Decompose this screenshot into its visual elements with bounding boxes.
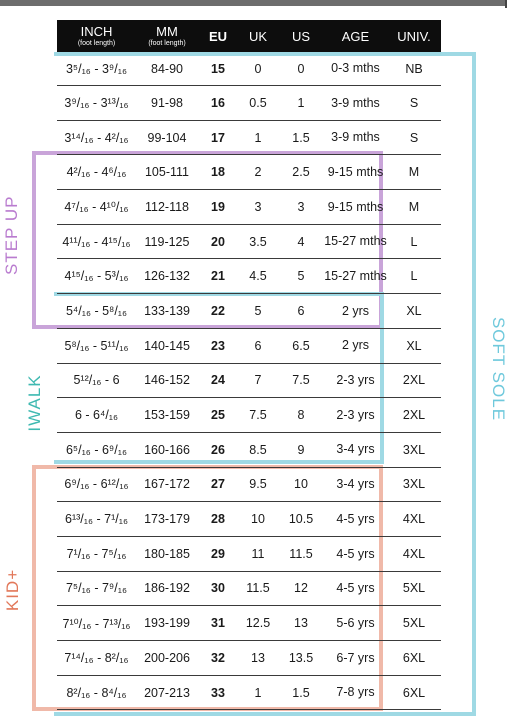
cell-univ: XL <box>387 328 441 363</box>
cell-univ: M <box>387 190 441 225</box>
cell-uk: 10 <box>238 502 278 537</box>
cell-uk: 1 <box>238 120 278 155</box>
cell-eu: 19 <box>198 190 238 225</box>
cell-uk: 8.5 <box>238 432 278 467</box>
cell-eu: 24 <box>198 363 238 398</box>
cell-univ: S <box>387 120 441 155</box>
cell-us: 5 <box>278 259 324 294</box>
cell-uk: 11 <box>238 536 278 571</box>
cell-mm: 119-125 <box>136 224 198 259</box>
cell-age: 6-7 yrs <box>324 641 387 676</box>
cell-uk: 3 <box>238 190 278 225</box>
cell-eu: 26 <box>198 432 238 467</box>
cell-us: 1.5 <box>278 675 324 710</box>
cell-us: 3 <box>278 190 324 225</box>
cell-eu: 28 <box>198 502 238 537</box>
cell-inch: 4¹⁵/₁₆ - 5³/₁₆ <box>57 259 136 294</box>
cell-us: 13.5 <box>278 641 324 676</box>
cell-mm: 99-104 <box>136 120 198 155</box>
cell-univ: 2XL <box>387 363 441 398</box>
cell-uk: 0.5 <box>238 86 278 121</box>
table-row <box>57 571 441 606</box>
cell-age: 3-4 yrs <box>324 432 387 467</box>
cell-mm: 84-90 <box>136 52 198 86</box>
cell-inch: 7⁵/₁₆ - 7⁹/₁₆ <box>57 571 136 606</box>
cell-mm: 112-118 <box>136 190 198 225</box>
cell-univ: M <box>387 155 441 190</box>
table-row <box>57 641 441 676</box>
table-row <box>57 502 441 537</box>
cell-inch: 4²/₁₆ - 4⁶/₁₆ <box>57 155 136 190</box>
cell-age: 15-27 mths <box>324 259 387 294</box>
step-up-label: STEP UP <box>2 195 21 275</box>
cell-inch: 6⁹/₁₆ - 6¹²/₁₆ <box>57 467 136 502</box>
cell-age: 15-27 mths <box>324 224 387 259</box>
cell-us: 1 <box>278 86 324 121</box>
table-row <box>57 606 441 641</box>
cell-univ: L <box>387 259 441 294</box>
cell-age: 2 yrs <box>324 294 387 329</box>
cell-mm: 146-152 <box>136 363 198 398</box>
header-univ: UNIV. <box>387 20 441 52</box>
cell-univ: 5XL <box>387 571 441 606</box>
cell-eu: 18 <box>198 155 238 190</box>
cell-mm: 133-139 <box>136 294 198 329</box>
cell-age: 3-9 mths <box>324 120 387 155</box>
cell-age: 3-9 mths <box>324 86 387 121</box>
cell-mm: 180-185 <box>136 536 198 571</box>
cell-uk: 7.5 <box>238 398 278 433</box>
cell-univ: NB <box>387 52 441 86</box>
header-row <box>57 20 441 52</box>
cell-univ: 4XL <box>387 502 441 537</box>
header-age: AGE <box>324 20 387 52</box>
cell-univ: 4XL <box>387 536 441 571</box>
cell-mm: 160-166 <box>136 432 198 467</box>
cell-mm: 207-213 <box>136 675 198 710</box>
table-row <box>57 294 441 329</box>
cell-mm: 140-145 <box>136 328 198 363</box>
cell-mm: 200-206 <box>136 641 198 676</box>
cell-uk: 3.5 <box>238 224 278 259</box>
table-row <box>57 259 441 294</box>
cell-us: 13 <box>278 606 324 641</box>
cell-uk: 1 <box>238 675 278 710</box>
cell-us: 4 <box>278 224 324 259</box>
cell-inch: 6¹³/₁₆ - 7¹/₁₆ <box>57 502 136 537</box>
cell-us: 0 <box>278 52 324 86</box>
cell-eu: 30 <box>198 571 238 606</box>
cell-uk: 12.5 <box>238 606 278 641</box>
cell-inch: 3⁵/₁₆ - 3⁹/₁₆ <box>57 52 136 86</box>
cell-eu: 15 <box>198 52 238 86</box>
cell-age: 0-3 mths <box>324 52 387 86</box>
cell-us: 10 <box>278 467 324 502</box>
cell-inch: 3⁹/₁₆ - 3¹³/₁₆ <box>57 86 136 121</box>
cell-eu: 29 <box>198 536 238 571</box>
cell-eu: 23 <box>198 328 238 363</box>
cell-us: 6.5 <box>278 328 324 363</box>
cell-eu: 21 <box>198 259 238 294</box>
cell-mm: 173-179 <box>136 502 198 537</box>
cell-age: 5-6 yrs <box>324 606 387 641</box>
cell-age: 2 yrs <box>324 328 387 363</box>
table-row <box>57 675 441 710</box>
cell-eu: 31 <box>198 606 238 641</box>
cell-inch: 7¹⁰/₁₆ - 7¹³/₁₆ <box>57 606 136 641</box>
cell-univ: L <box>387 224 441 259</box>
header-eu: EU <box>198 20 238 52</box>
cell-uk: 9.5 <box>238 467 278 502</box>
table-row <box>57 120 441 155</box>
cell-mm: 167-172 <box>136 467 198 502</box>
cell-us: 1.5 <box>278 120 324 155</box>
table-row <box>57 52 441 86</box>
cell-age: 9-15 mths <box>324 190 387 225</box>
cell-us: 11.5 <box>278 536 324 571</box>
cell-eu: 17 <box>198 120 238 155</box>
cell-uk: 11.5 <box>238 571 278 606</box>
cell-uk: 2 <box>238 155 278 190</box>
cell-uk: 5 <box>238 294 278 329</box>
cell-uk: 0 <box>238 52 278 86</box>
header-inch: INCH (foot length) <box>57 20 136 52</box>
cell-inch: 4⁷/₁₆ - 4¹⁰/₁₆ <box>57 190 136 225</box>
cell-us: 9 <box>278 432 324 467</box>
table-row <box>57 328 441 363</box>
cell-age: 4-5 yrs <box>324 502 387 537</box>
cell-inch: 5⁴/₁₆ - 5⁸/₁₆ <box>57 294 136 329</box>
cell-univ: 2XL <box>387 398 441 433</box>
cell-uk: 6 <box>238 328 278 363</box>
cell-eu: 16 <box>198 86 238 121</box>
cell-age: 7-8 yrs <box>324 675 387 710</box>
cell-mm: 153-159 <box>136 398 198 433</box>
table-row <box>57 190 441 225</box>
cell-age: 2-3 yrs <box>324 363 387 398</box>
cell-age: 2-3 yrs <box>324 398 387 433</box>
cell-inch: 6⁵/₁₆ - 6⁹/₁₆ <box>57 432 136 467</box>
cell-us: 6 <box>278 294 324 329</box>
iwalk-label: IWALK <box>25 374 44 432</box>
cell-inch: 5¹²/₁₆ - 6 <box>57 363 136 398</box>
cell-age: 9-15 mths <box>324 155 387 190</box>
cell-age: 3-4 yrs <box>324 467 387 502</box>
cell-univ: 6XL <box>387 675 441 710</box>
cell-eu: 20 <box>198 224 238 259</box>
top-border-edge <box>505 0 507 8</box>
cell-mm: 105-111 <box>136 155 198 190</box>
cell-eu: 27 <box>198 467 238 502</box>
cell-mm: 91-98 <box>136 86 198 121</box>
cell-mm: 126-132 <box>136 259 198 294</box>
table-row <box>57 536 441 571</box>
cell-univ: 3XL <box>387 432 441 467</box>
cell-age: 4-5 yrs <box>324 536 387 571</box>
cell-inch: 3¹⁴/₁₆ - 4²/₁₆ <box>57 120 136 155</box>
table-row <box>57 398 441 433</box>
table-row <box>57 155 441 190</box>
cell-univ: 5XL <box>387 606 441 641</box>
cell-us: 8 <box>278 398 324 433</box>
cell-inch: 4¹¹/₁₆ - 4¹⁵/₁₆ <box>57 224 136 259</box>
header-uk: UK <box>238 20 278 52</box>
top-border-bar <box>0 0 506 6</box>
cell-age: 4-5 yrs <box>324 571 387 606</box>
cell-univ: 3XL <box>387 467 441 502</box>
header-mm: MM (foot length) <box>136 20 198 52</box>
cell-mm: 186-192 <box>136 571 198 606</box>
cell-uk: 4.5 <box>238 259 278 294</box>
cell-us: 10.5 <box>278 502 324 537</box>
header-us: US <box>278 20 324 52</box>
table-row <box>57 363 441 398</box>
cell-inch: 7¹⁴/₁₆ - 8²/₁₆ <box>57 641 136 676</box>
cell-us: 2.5 <box>278 155 324 190</box>
table-row <box>57 224 441 259</box>
cell-eu: 25 <box>198 398 238 433</box>
table-row <box>57 432 441 467</box>
cell-univ: 6XL <box>387 641 441 676</box>
cell-mm: 193-199 <box>136 606 198 641</box>
cell-inch: 5⁸/₁₆ - 5¹¹/₁₆ <box>57 328 136 363</box>
cell-us: 12 <box>278 571 324 606</box>
kid-plus-label: KID+ <box>3 568 22 612</box>
soft-sole-label: SOFT SOLE <box>489 316 508 422</box>
cell-eu: 32 <box>198 641 238 676</box>
cell-uk: 7 <box>238 363 278 398</box>
size-chart-table <box>57 20 441 710</box>
cell-inch: 6 - 6⁴/₁₆ <box>57 398 136 433</box>
cell-univ: XL <box>387 294 441 329</box>
cell-eu: 33 <box>198 675 238 710</box>
cell-inch: 7¹/₁₆ - 7⁵/₁₆ <box>57 536 136 571</box>
cell-us: 7.5 <box>278 363 324 398</box>
cell-eu: 22 <box>198 294 238 329</box>
cell-uk: 13 <box>238 641 278 676</box>
cell-univ: S <box>387 86 441 121</box>
cell-inch: 8²/₁₆ - 8⁴/₁₆ <box>57 675 136 710</box>
table-row <box>57 86 441 121</box>
table-row <box>57 467 441 502</box>
